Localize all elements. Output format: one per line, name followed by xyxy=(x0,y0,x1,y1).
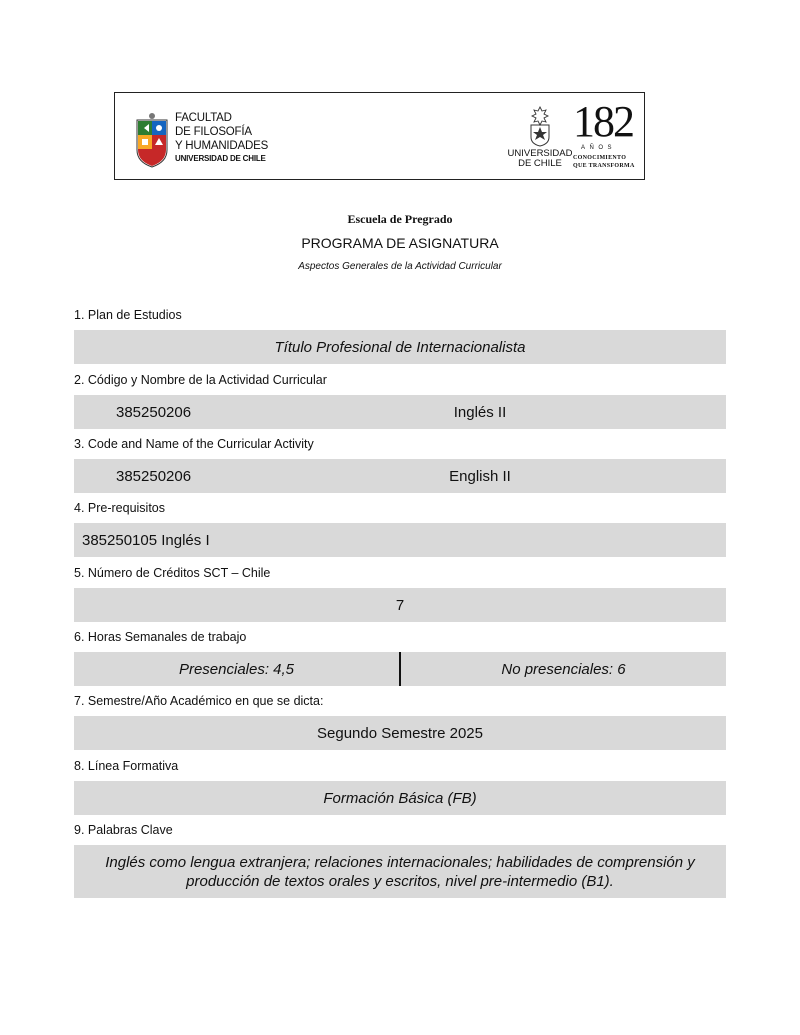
section-7-value: Segundo Semestre 2025 xyxy=(317,724,483,742)
section-5-value: 7 xyxy=(395,596,405,614)
section-1-value-box xyxy=(74,330,726,364)
section-2-value-box xyxy=(74,395,726,429)
section-3-label: 3. Code and Name of the Curricular Activity xyxy=(74,437,314,451)
section-2-name: Inglés II xyxy=(453,403,507,421)
section-3-code: 385250206 xyxy=(116,467,192,485)
section-8-label: 8. Línea Formativa xyxy=(74,759,179,773)
faculty-wordmark: FACULTAD DE FILOSOFÍA Y HUMANIDADES UNIVERSIDAD DE CHILE xyxy=(175,112,269,163)
section-3-name: English II xyxy=(449,467,511,485)
section-6-label: 6. Horas Semanales de trabajo xyxy=(74,630,247,644)
section-1-label: 1. Plan de Estudios xyxy=(74,308,182,322)
anniversary-word: AÑOS xyxy=(581,145,617,151)
section-7-label: 7. Semestre/Año Académico en que se dicta: xyxy=(74,694,324,708)
school-name: Escuela de Pregrado xyxy=(347,212,453,226)
section-9-label: 9. Palabras Clave xyxy=(74,823,173,837)
section-3-value-box xyxy=(74,459,726,493)
section-6-non-presential: No presenciales: 6 xyxy=(501,660,626,678)
section-8-value-box xyxy=(74,781,726,815)
section-6-presential: Presenciales: 4,5 xyxy=(178,660,295,678)
section-4-value: 385250105 Inglés I xyxy=(82,531,210,549)
university-name: UNIVERSIDAD DE CHILE xyxy=(507,148,573,169)
section-6-value-box xyxy=(74,652,726,686)
section-5-value-box xyxy=(74,588,726,622)
anniversary-tagline: CONOCIMIENTO QUE TRANSFORMA xyxy=(573,155,635,169)
section-4-value-box xyxy=(74,523,726,557)
anniversary-number: 182 xyxy=(573,97,633,146)
section-2-label: 2. Código y Nombre de la Actividad Curricular xyxy=(74,373,327,387)
section-8-value: Formación Básica (FB) xyxy=(323,789,477,807)
section-4-label: 4. Pre-requisitos xyxy=(74,501,166,515)
section-1-value: Título Profesional de Internacionalista xyxy=(274,338,526,356)
section-7-value-box xyxy=(74,716,726,750)
page-title: PROGRAMA DE ASIGNATURA xyxy=(301,235,499,251)
faculty-shield-icon xyxy=(135,112,169,173)
section-5-label: 5. Número de Créditos SCT – Chile xyxy=(74,566,271,580)
section-9-value-box xyxy=(74,845,726,898)
university-emblem-icon xyxy=(527,105,553,152)
section-9-value: Inglés como lengua extranjera; relaciones internacionales; habilidades de comprensión y producción de textos orales y escritos, nivel pre-intermedio (B1). xyxy=(105,853,695,890)
page-subtitle: Aspectos Generales de la Actividad Curricular xyxy=(298,261,502,272)
section-2-code: 385250206 xyxy=(116,403,192,421)
header-banner xyxy=(114,92,645,180)
